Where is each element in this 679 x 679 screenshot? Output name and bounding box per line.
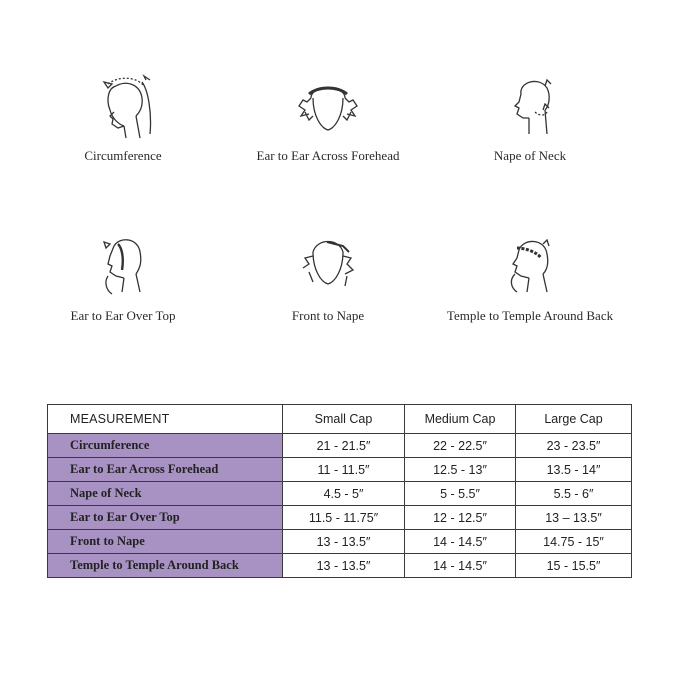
table-row: [48, 482, 632, 506]
table-row: [48, 554, 632, 578]
medium-cap-cell: 14 - 14.5″: [405, 554, 516, 578]
table-row: [48, 530, 632, 554]
head-temple-icon: [485, 232, 575, 304]
small-cap-cell: 4.5 - 5″: [283, 482, 405, 506]
illustration-caption: Temple to Temple Around Back: [446, 308, 614, 323]
row-label: Temple to Temple Around Back: [48, 554, 283, 578]
medium-cap-cell: 22 - 22.5″: [405, 434, 516, 458]
illustration-caption: Front to Nape: [291, 308, 365, 323]
size-chart-table: [47, 404, 632, 578]
row-label: Front to Nape: [48, 530, 283, 554]
large-cap-cell: 5.5 - 6″: [516, 482, 632, 506]
medium-cap-cell: 12 - 12.5″: [405, 506, 516, 530]
table-header-row: [48, 405, 632, 434]
column-header: Small Cap: [283, 405, 405, 434]
large-cap-cell: 15 - 15.5″: [516, 554, 632, 578]
illustration-forehead: [238, 72, 418, 164]
row-label: Ear to Ear Across Forehead: [48, 458, 283, 482]
illustration-caption: Nape of Neck: [493, 148, 567, 163]
large-cap-cell: 23 - 23.5″: [516, 434, 632, 458]
head-front-nape-icon: [283, 232, 373, 304]
large-cap-cell: 14.75 - 15″: [516, 530, 632, 554]
illustration-caption: Ear to Ear Across Forehead: [256, 148, 400, 163]
row-label: Nape of Neck: [48, 482, 283, 506]
illustration-circumference: [48, 72, 198, 164]
large-cap-cell: 13 – 13.5″: [516, 506, 632, 530]
illustration-nape: [455, 72, 605, 164]
table-row: [48, 458, 632, 482]
head-nape-icon: [485, 72, 575, 144]
table-row: [48, 506, 632, 530]
small-cap-cell: 13 - 13.5″: [283, 554, 405, 578]
illustration-caption: Circumference: [84, 148, 162, 163]
small-cap-cell: 11 - 11.5″: [283, 458, 405, 482]
head-circumference-icon: [78, 72, 168, 144]
medium-cap-cell: 5 - 5.5″: [405, 482, 516, 506]
row-label: Ear to Ear Over Top: [48, 506, 283, 530]
large-cap-cell: 13.5 - 14″: [516, 458, 632, 482]
head-over-top-icon: [78, 232, 168, 304]
medium-cap-cell: 14 - 14.5″: [405, 530, 516, 554]
illustration-over-top: [48, 232, 198, 324]
small-cap-cell: 13 - 13.5″: [283, 530, 405, 554]
column-header: MEASUREMENT: [48, 405, 283, 434]
small-cap-cell: 11.5 - 11.75″: [283, 506, 405, 530]
medium-cap-cell: 12.5 - 13″: [405, 458, 516, 482]
table-row: [48, 434, 632, 458]
small-cap-cell: 21 - 21.5″: [283, 434, 405, 458]
illustration-front-nape: [253, 232, 403, 324]
head-forehead-icon: [283, 72, 373, 144]
row-label: Circumference: [48, 434, 283, 458]
illustration-caption: Ear to Ear Over Top: [70, 308, 176, 323]
column-header: Large Cap: [516, 405, 632, 434]
illustration-temple: [430, 232, 630, 324]
column-header: Medium Cap: [405, 405, 516, 434]
